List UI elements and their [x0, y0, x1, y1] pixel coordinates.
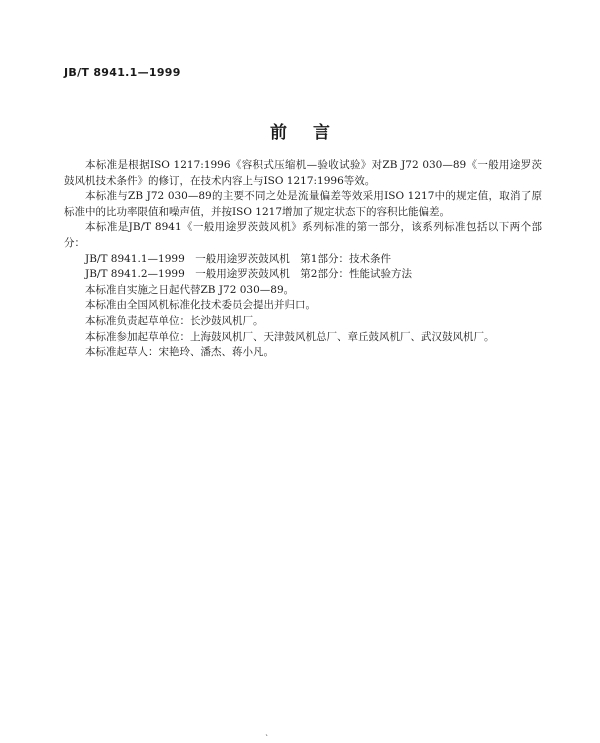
paragraph-drafters: 本标准起草人：宋艳玲、潘杰、蒋小凡。: [85, 346, 274, 359]
page-title: 前言: [270, 123, 356, 143]
paragraph-part-1: JB/T 8941.1—1999 一般用途罗茨鼓风机 第1部分：技术条件: [85, 252, 391, 265]
paragraph-replacement: 本标准自实施之日起代替ZB J72 030—89。: [85, 283, 295, 296]
paragraph-revision-basis: 本标准是根据ISO 1217:1996《容积式压缩机—验收试验》对ZB J72 030—89《一般用途罗茨鼓风机技术条件》的修订，在技术内容上与ISO 1217:1996等效。: [64, 159, 542, 187]
foreword-body: [64, 158, 542, 361]
paragraph-lead-drafter: 本标准负责起草单位：长沙鼓风机厂。: [85, 314, 264, 327]
paragraph-main-differences: 本标准与ZB J72 030—89的主要不同之处是流量偏差等效采用ISO 1217中的规定值，取消了原标准中的比功率限值和噪声值，并按ISO 1217增加了规定状态下的容积比能偏差。: [64, 190, 542, 218]
paragraph-part-2: JB/T 8941.2—1999 一般用途罗茨鼓风机 第2部分：性能试验方法: [85, 268, 412, 281]
paragraph-proposer: 本标准由全国风机标准化技术委员会提出并归口。: [85, 299, 316, 312]
footer-mark: `: [265, 734, 269, 743]
paragraph-series-intro: 本标准是JB/T 8941《一般用途罗茨鼓风机》系列标准的第一部分，该系列标准包括以下两个部分：: [64, 221, 542, 249]
paragraph-participating-drafters: 本标准参加起草单位：上海鼓风机厂、天津鼓风机总厂、章丘鼓风机厂、武汉鼓风机厂。: [85, 330, 495, 343]
standard-number: JB/T 8941.1—1999: [64, 66, 181, 79]
